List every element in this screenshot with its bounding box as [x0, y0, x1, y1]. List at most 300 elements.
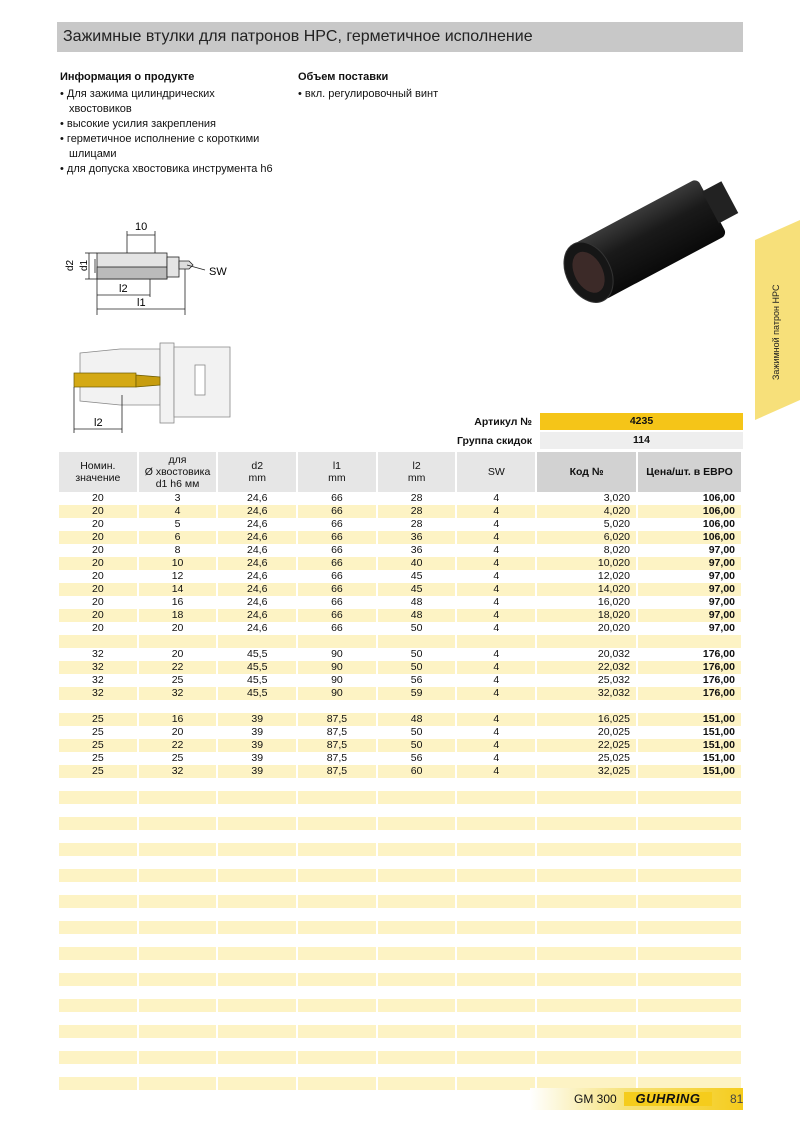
table-cell	[378, 973, 456, 986]
table-cell	[218, 921, 296, 934]
table-cell: 176,00	[702, 674, 735, 686]
table-body	[59, 492, 741, 1090]
list-item: • вкл. регулировочный винт	[298, 87, 498, 102]
table-cell	[457, 804, 535, 817]
table-cell	[537, 804, 636, 817]
table-cell	[139, 947, 217, 960]
header-shank-line2: Ø хвостовика	[144, 466, 211, 478]
table-cell: 40	[378, 557, 456, 570]
list-item: • высокие усилия закрепления	[60, 117, 280, 132]
table-cell: 24,6	[218, 505, 296, 518]
table-cell	[139, 869, 217, 882]
table-cell	[298, 1077, 376, 1090]
table-cell	[298, 908, 376, 921]
table-cell: 22,025	[537, 739, 636, 752]
table-cell: 20	[59, 609, 137, 622]
discount-label: Группа скидок	[457, 435, 532, 447]
table-cell	[638, 1051, 741, 1064]
article-row	[57, 413, 743, 431]
table-cell: 14	[139, 583, 217, 596]
table-cell	[59, 791, 137, 804]
table-cell	[298, 895, 376, 908]
table-row	[59, 687, 741, 700]
table-cell	[457, 895, 535, 908]
table-cell: 39	[251, 726, 264, 738]
delivery-list	[298, 87, 498, 102]
table-cell	[218, 960, 296, 973]
table-cell: 97,00	[708, 570, 735, 582]
table-cell	[537, 830, 636, 843]
table-cell: 12,020	[597, 570, 630, 582]
table-cell: 97,00	[638, 609, 741, 622]
table-cell	[378, 986, 456, 999]
table-cell	[59, 1051, 137, 1064]
table-cell	[537, 635, 636, 648]
table-cell	[218, 934, 296, 947]
table-cell	[378, 856, 456, 869]
table-cell	[638, 817, 741, 830]
table-cell: 18,020	[537, 609, 636, 622]
table-cell: 87,5	[326, 726, 348, 738]
table-cell: 151,00	[638, 739, 741, 752]
table-cell	[139, 1051, 217, 1064]
table-cell	[59, 1077, 137, 1090]
table-cell: 20	[92, 544, 104, 556]
table-cell	[457, 869, 535, 882]
table-cell	[537, 1051, 636, 1064]
table-cell: 32	[59, 687, 137, 700]
table-cell: 90	[298, 687, 376, 700]
table-cell: 36	[378, 531, 456, 544]
table-cell	[139, 778, 217, 791]
table-cell: 20	[59, 505, 137, 518]
table-cell	[457, 856, 535, 869]
table-cell: 3,020	[603, 492, 630, 504]
footer-bar	[530, 1088, 743, 1110]
table-cell	[139, 1064, 217, 1077]
table-cell: 90	[298, 661, 376, 674]
table-cell	[638, 778, 741, 791]
table-cell: 66	[331, 518, 343, 530]
table-cell: 66	[331, 622, 343, 634]
table-cell: 24,6	[218, 583, 296, 596]
table-cell	[537, 791, 636, 804]
table-cell	[298, 960, 376, 973]
table-row	[59, 544, 741, 557]
table-cell: 151,00	[638, 713, 741, 726]
table-cell: 151,00	[702, 726, 735, 738]
table-cell	[218, 869, 296, 882]
table-cell: 4	[457, 713, 535, 726]
header-code: Код №	[537, 452, 636, 492]
table-cell: 6	[139, 531, 217, 544]
table-cell: 20	[171, 622, 184, 634]
table-cell	[59, 921, 137, 934]
header-l2-unit: mm	[407, 472, 426, 484]
table-cell	[457, 908, 535, 921]
table-cell	[59, 999, 137, 1012]
table-cell: 24,6	[247, 622, 268, 634]
table-cell	[378, 1012, 456, 1025]
table-cell: 4	[457, 609, 535, 622]
table-cell: 106,00	[638, 505, 741, 518]
table-cell	[638, 882, 741, 895]
dim-d2-label: d2	[65, 259, 76, 271]
table-cell	[218, 1038, 296, 1051]
table-cell	[298, 791, 376, 804]
table-cell: 106,00	[638, 531, 741, 544]
table-cell	[298, 1012, 376, 1025]
table-cell	[457, 921, 535, 934]
table-cell	[638, 921, 741, 934]
table-cell	[59, 830, 137, 843]
table-row	[59, 674, 741, 687]
table-cell: 16,020	[597, 596, 630, 608]
table-cell: 4	[457, 765, 535, 778]
table-row	[59, 648, 741, 661]
list-item: • герметичное исполнение с короткими шлицами	[60, 132, 280, 162]
table-cell	[638, 1064, 741, 1077]
table-cell	[457, 830, 535, 843]
table-cell: 20	[59, 531, 137, 544]
table-cell: 48	[410, 596, 423, 608]
header-l1-unit: mm	[328, 472, 346, 484]
table-cell: 4	[457, 531, 535, 544]
table-cell: 87,5	[298, 739, 376, 752]
table-cell	[457, 947, 535, 960]
table-cell: 4	[493, 648, 500, 660]
table-row	[59, 830, 741, 843]
dim-d1-label: d1	[79, 259, 90, 271]
table-cell	[537, 908, 636, 921]
table-cell	[537, 986, 636, 999]
table-cell	[537, 973, 636, 986]
table-cell	[59, 1038, 137, 1051]
table-cell: 4,020	[537, 505, 636, 518]
table-cell: 45,5	[247, 648, 268, 660]
table-cell	[638, 869, 741, 882]
dim-l2-label: l2	[119, 283, 128, 295]
table-cell: 66	[331, 570, 343, 582]
side-tab-label: Зажимной патрон HPC	[771, 284, 781, 380]
table-cell: 4	[493, 622, 500, 634]
header-d2	[218, 452, 296, 492]
table-row	[59, 661, 741, 674]
table-cell: 24,6	[218, 531, 296, 544]
table-cell	[298, 1051, 376, 1064]
table-cell	[537, 921, 636, 934]
table-cell	[537, 960, 636, 973]
table-cell: 20	[92, 492, 104, 504]
table-cell	[139, 908, 217, 921]
table-cell: 12	[171, 570, 184, 582]
table-cell	[378, 778, 456, 791]
table-cell: 20	[171, 726, 184, 738]
table-cell: 45,5	[247, 674, 268, 686]
table-cell: 25	[59, 739, 137, 752]
table-cell: 56	[410, 674, 423, 686]
table-cell: 28	[410, 518, 423, 530]
table-row	[59, 505, 741, 518]
table-cell: 4	[457, 557, 535, 570]
table-cell: 10	[139, 557, 217, 570]
table-cell	[378, 947, 456, 960]
table-cell	[218, 999, 296, 1012]
table-cell: 151,00	[702, 752, 735, 764]
table-cell: 25	[171, 752, 184, 764]
table-row	[59, 739, 741, 752]
table-cell	[59, 778, 137, 791]
product-info-list	[60, 87, 280, 177]
table-cell	[59, 700, 137, 713]
table-cell	[638, 804, 741, 817]
table-cell: 20,025	[597, 726, 630, 738]
table-cell	[457, 817, 535, 830]
table-cell: 176,00	[638, 661, 741, 674]
table-cell	[298, 973, 376, 986]
table-cell: 66	[298, 531, 376, 544]
table-cell: 24,6	[218, 609, 296, 622]
table-cell: 39	[218, 765, 296, 778]
table-cell: 4	[457, 739, 535, 752]
table-cell	[537, 934, 636, 947]
table-cell: 36	[410, 544, 423, 556]
table-cell	[638, 986, 741, 999]
table-cell: 106,00	[702, 492, 735, 504]
header-d2-unit: mm	[248, 472, 266, 484]
table-cell	[378, 908, 456, 921]
table-cell	[218, 882, 296, 895]
table-cell	[537, 1064, 636, 1077]
table-cell	[457, 1025, 535, 1038]
table-cell	[378, 895, 456, 908]
table-cell	[59, 1064, 137, 1077]
table-cell	[638, 895, 741, 908]
dimension-drawing	[55, 215, 235, 320]
table-cell	[139, 804, 217, 817]
table-cell: 151,00	[638, 765, 741, 778]
table-cell: 4	[493, 596, 500, 608]
table-cell	[218, 1064, 296, 1077]
table-row	[59, 700, 741, 713]
table-cell: 45,5	[218, 687, 296, 700]
table-cell	[638, 856, 741, 869]
table-cell	[139, 1012, 217, 1025]
table-cell: 16	[171, 596, 184, 608]
table-row	[59, 609, 741, 622]
table-cell	[378, 1064, 456, 1077]
table-cell	[298, 869, 376, 882]
table-row	[59, 726, 741, 739]
delivery-heading: Объем поставки	[298, 71, 389, 83]
table-cell	[457, 791, 535, 804]
table-cell: 48	[378, 713, 456, 726]
delivery-info	[298, 70, 498, 102]
table-cell	[378, 934, 456, 947]
table-cell	[218, 791, 296, 804]
table-cell: 10,020	[537, 557, 636, 570]
table-cell: 4	[493, 752, 500, 764]
table-cell	[638, 700, 741, 713]
table-row	[59, 999, 741, 1012]
table-cell	[537, 869, 636, 882]
header-d2-label: d2	[251, 460, 264, 472]
table-cell	[537, 843, 636, 856]
table-cell	[298, 1038, 376, 1051]
table-cell	[139, 921, 217, 934]
table-cell	[457, 635, 535, 648]
table-cell: 60	[378, 765, 456, 778]
table-cell: 4	[493, 518, 500, 530]
table-cell: 106,00	[702, 518, 735, 530]
table-cell	[139, 830, 217, 843]
table-cell	[139, 895, 217, 908]
table-cell	[218, 830, 296, 843]
table-cell: 22	[139, 661, 217, 674]
table-row	[59, 791, 741, 804]
table-cell	[457, 1038, 535, 1051]
header-l2	[378, 452, 456, 492]
table-cell	[298, 986, 376, 999]
table-cell	[457, 973, 535, 986]
table-cell	[638, 635, 741, 648]
table-cell: 90	[331, 674, 343, 686]
table-cell	[218, 895, 296, 908]
table-cell	[638, 908, 741, 921]
table-cell	[298, 700, 376, 713]
table-cell	[218, 804, 296, 817]
table-cell	[139, 973, 217, 986]
table-row	[59, 570, 741, 583]
dim-10-label: 10	[135, 221, 148, 233]
table-cell	[457, 934, 535, 947]
table-cell: 6,020	[537, 531, 636, 544]
table-cell: 4	[493, 492, 500, 504]
table-cell: 25,032	[597, 674, 630, 686]
table-row	[59, 960, 741, 973]
table-cell: 97,00	[708, 622, 735, 634]
table-row	[59, 765, 741, 778]
table-cell: 28	[378, 505, 456, 518]
table-cell	[378, 843, 456, 856]
table-cell: 20	[59, 557, 137, 570]
table-cell	[537, 999, 636, 1012]
header-l1-label: l1	[332, 460, 341, 472]
table-cell: 32	[139, 765, 217, 778]
table-cell	[139, 817, 217, 830]
table-cell	[457, 700, 535, 713]
table-cell: 32	[92, 674, 104, 686]
table-row	[59, 973, 741, 986]
table-cell: 22,032	[537, 661, 636, 674]
table-cell: 50	[410, 648, 423, 660]
table-cell	[139, 882, 217, 895]
table-cell	[59, 856, 137, 869]
table-cell: 25,025	[597, 752, 630, 764]
header-shank-line1: для	[168, 454, 187, 466]
table-cell: 4	[493, 674, 500, 686]
table-cell	[378, 817, 456, 830]
table-cell: 32,032	[537, 687, 636, 700]
table-row	[59, 817, 741, 830]
table-cell	[537, 1038, 636, 1051]
table-cell	[457, 960, 535, 973]
table-cell: 45	[410, 570, 423, 582]
table-row	[59, 986, 741, 999]
catalog-label: GM 300	[574, 1092, 617, 1106]
product-photo	[540, 150, 750, 330]
page-title: Зажимные втулки для патронов HPC, герметичное исполнение	[57, 22, 743, 52]
table-cell	[457, 1051, 535, 1064]
list-item: • для допуска хвостовика инструмента h6	[60, 162, 280, 177]
table-row	[59, 921, 741, 934]
table-cell: 24,6	[247, 544, 268, 556]
discount-value: 114	[540, 432, 743, 449]
table-cell: 18	[139, 609, 217, 622]
table-cell	[218, 856, 296, 869]
table-cell	[457, 882, 535, 895]
table-cell: 5,020	[603, 518, 630, 530]
table-cell	[298, 1064, 376, 1077]
table-cell: 32	[59, 661, 137, 674]
table-cell: 25	[59, 765, 137, 778]
table-cell: 20	[92, 622, 104, 634]
table-cell: 59	[378, 687, 456, 700]
table-cell: 25	[171, 674, 184, 686]
table-cell: 97,00	[708, 596, 735, 608]
table-cell	[298, 921, 376, 934]
table-row	[59, 713, 741, 726]
table-row	[59, 869, 741, 882]
table-row	[59, 778, 741, 791]
table-row	[59, 856, 741, 869]
table-cell: 66	[331, 544, 343, 556]
table-cell	[537, 778, 636, 791]
table-cell	[378, 635, 456, 648]
table-cell: 50	[378, 739, 456, 752]
table-cell	[59, 973, 137, 986]
table-row	[59, 492, 741, 505]
table-cell: 24,6	[247, 570, 268, 582]
table-cell	[638, 999, 741, 1012]
table-cell	[218, 1012, 296, 1025]
table-cell: 39	[251, 752, 264, 764]
header-l2-label: l2	[412, 460, 421, 472]
table-row	[59, 908, 741, 921]
table-cell: 20	[171, 648, 184, 660]
table-cell	[457, 843, 535, 856]
table-cell: 97,00	[708, 544, 735, 556]
table-cell: 22	[139, 739, 217, 752]
table-cell	[378, 1051, 456, 1064]
table-cell	[59, 986, 137, 999]
table-cell	[638, 960, 741, 973]
table-cell	[218, 973, 296, 986]
table-cell: 66	[331, 492, 343, 504]
table-row	[59, 622, 741, 635]
table-cell	[298, 999, 376, 1012]
dim-l2-assembly-label: l2	[94, 417, 103, 429]
table-cell: 50	[410, 622, 423, 634]
table-cell	[378, 791, 456, 804]
table-cell	[218, 908, 296, 921]
table-cell: 97,00	[638, 557, 741, 570]
table-row	[59, 947, 741, 960]
table-cell: 4	[457, 505, 535, 518]
table-cell	[139, 843, 217, 856]
table-row	[59, 583, 741, 596]
table-cell	[537, 882, 636, 895]
